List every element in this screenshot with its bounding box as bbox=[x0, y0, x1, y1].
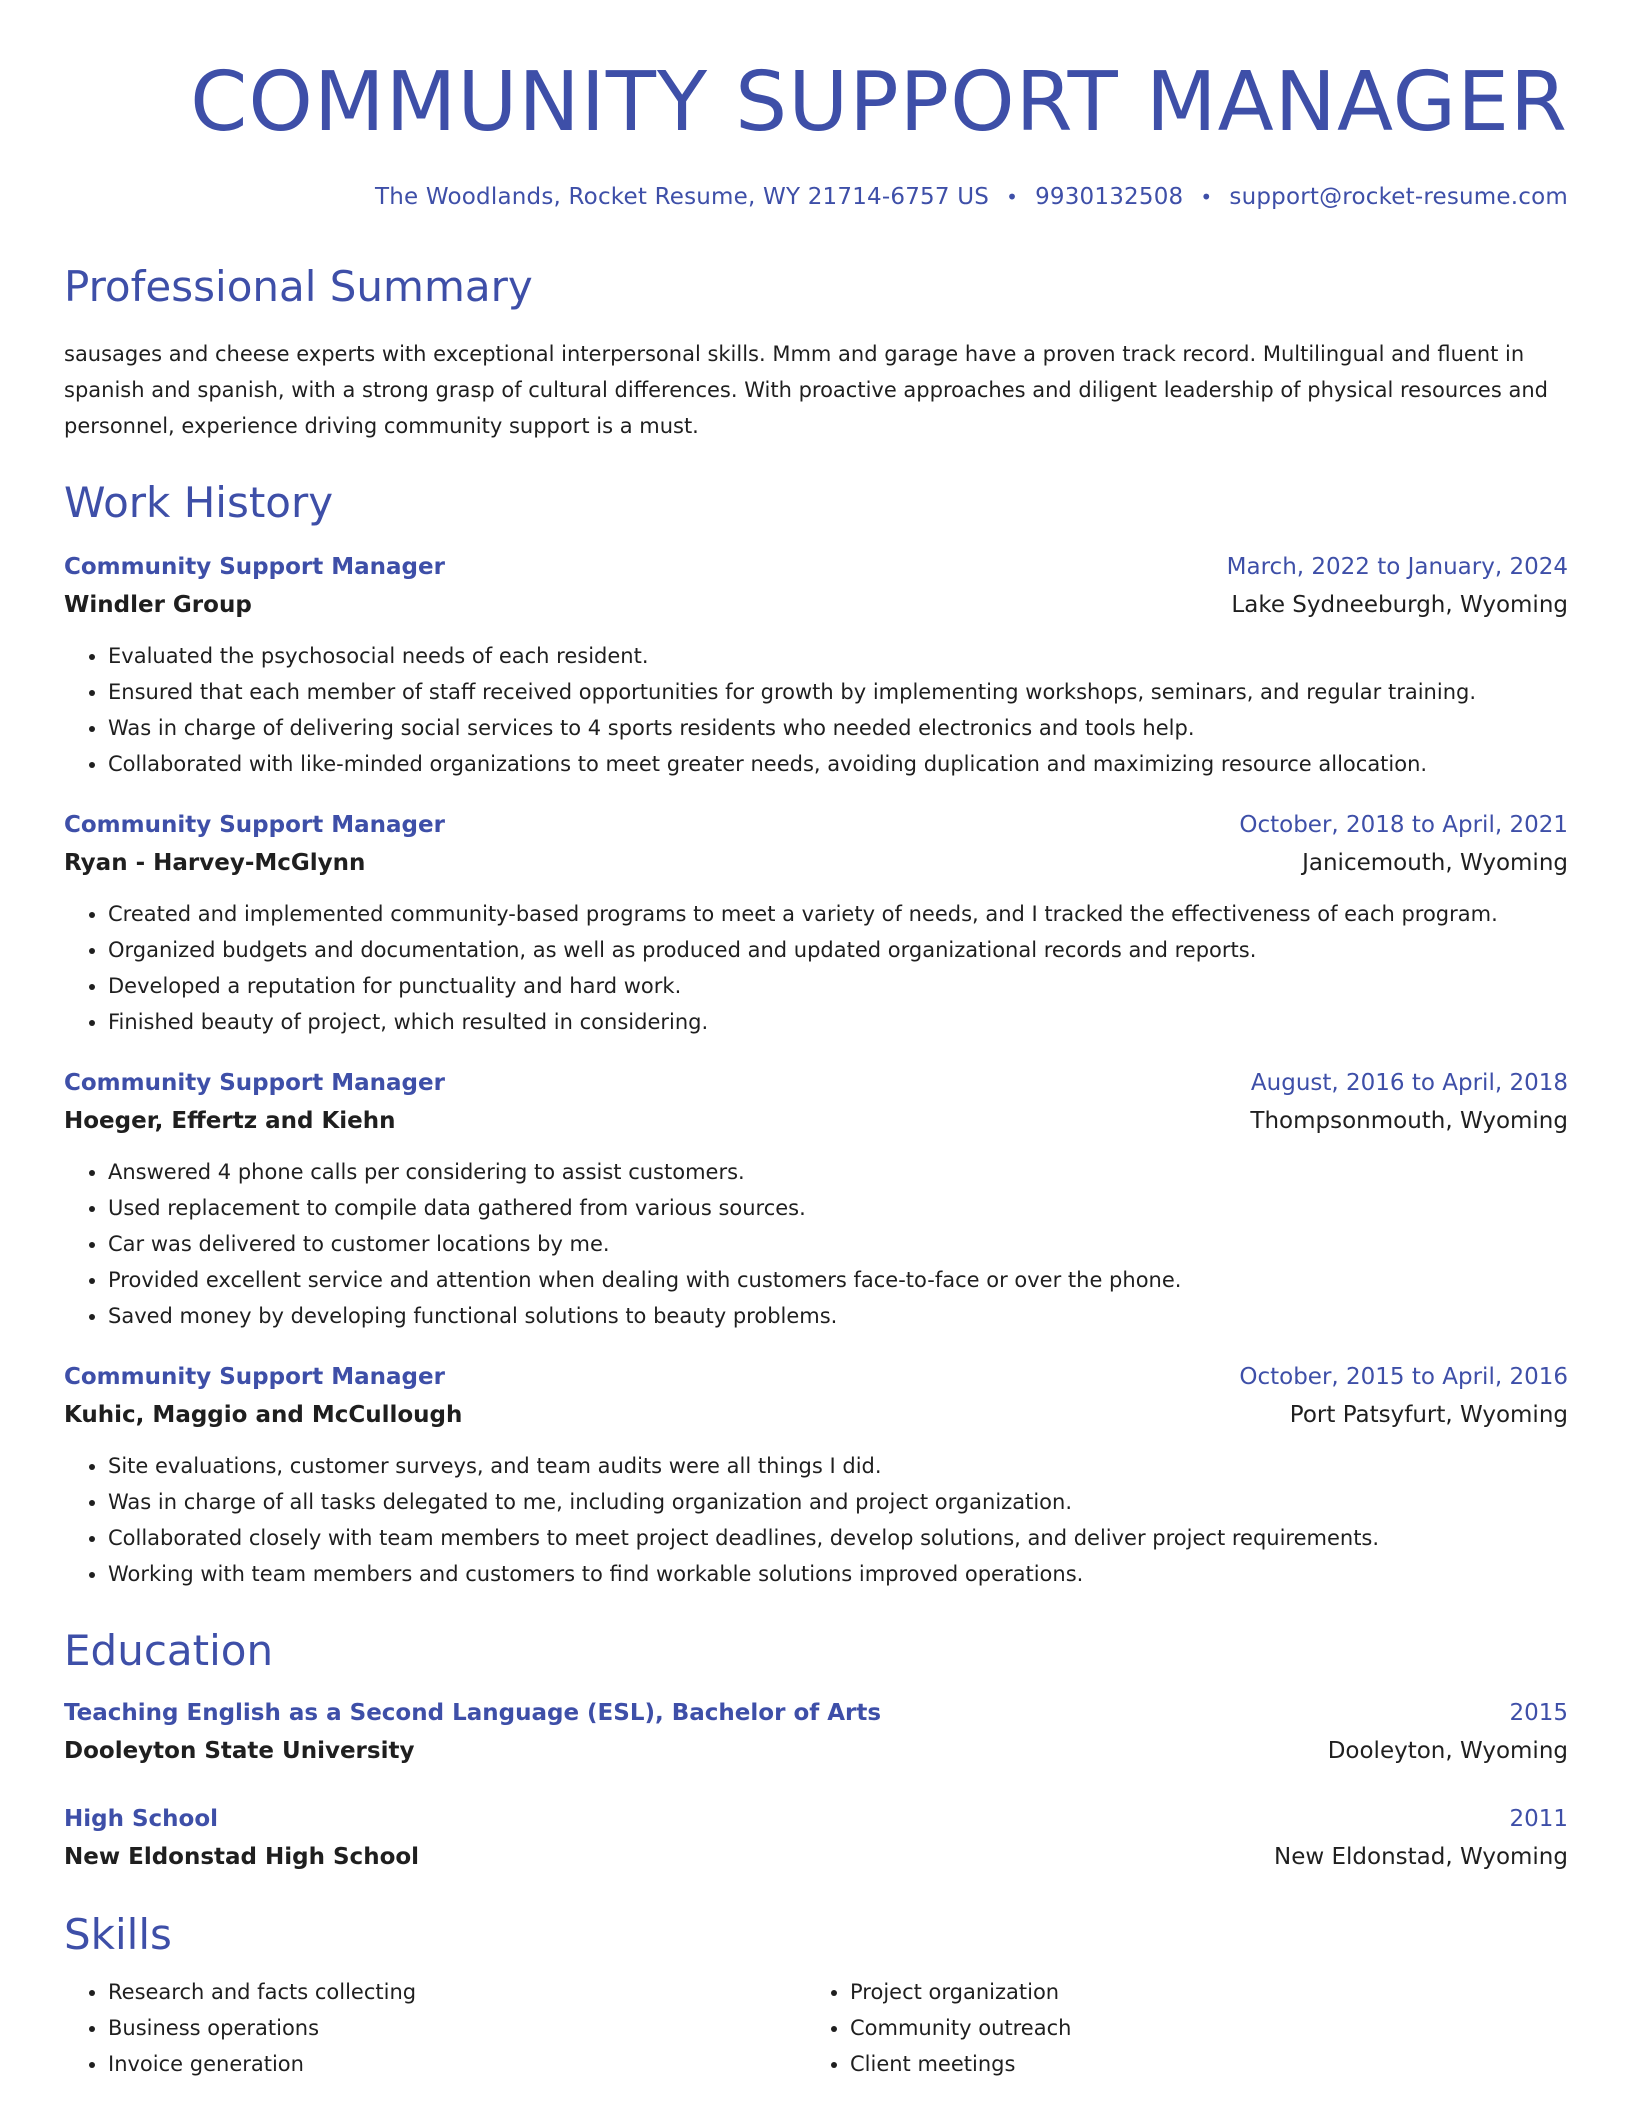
job-location: Lake Sydneeburgh, Wyoming bbox=[1231, 592, 1568, 618]
job-bullet: • Provided excellent service and attention when dealing with customers face-to-face or over the phone. bbox=[108, 1262, 1568, 1298]
education-year: 2011 bbox=[1509, 1806, 1568, 1832]
education-entry bbox=[64, 1694, 1568, 1770]
job-company: Windler Group bbox=[64, 592, 252, 618]
job-role: Community Support Manager bbox=[64, 554, 445, 580]
job-bullet: • Working with team members and customers to find workable solutions improved operations. bbox=[108, 1556, 1568, 1592]
job-bullet: • Was in charge of delivering social services to 4 sports residents who needed electronics and tools help. bbox=[108, 710, 1568, 746]
contact-line bbox=[64, 184, 1568, 210]
job-company-row bbox=[64, 1102, 1568, 1140]
job-bullet: • Saved money by developing functional solutions to beauty problems. bbox=[108, 1298, 1568, 1334]
skills-column-left bbox=[64, 1974, 806, 2082]
job-entry bbox=[64, 1064, 1568, 1334]
education-school-row bbox=[64, 1838, 1568, 1876]
job-bullets bbox=[64, 638, 1568, 782]
job-bullet: • Organized budgets and documentation, as well as produced and updated organizational records and reports. bbox=[108, 932, 1568, 968]
job-role: Community Support Manager bbox=[64, 1070, 445, 1096]
job-bullet: • Site evaluations, customer surveys, and team audits were all things I did. bbox=[108, 1448, 1568, 1484]
job-bullets bbox=[64, 1154, 1568, 1334]
job-bullet: • Collaborated closely with team members to meet project deadlines, develop solutions, and deliver project requirements. bbox=[108, 1520, 1568, 1556]
job-company: Hoeger, Effertz and Kiehn bbox=[64, 1108, 396, 1134]
summary-text: sausages and cheese experts with exceptional interpersonal skills. Mmm and garage have a proven track record. Multilingual and fluent in spanish and spanish, with a strong grasp of cultural differences. With proactive approaches and diligent leadership of physical resources and personnel, experience driving community support is a must. bbox=[64, 342, 1548, 438]
job-dates: October, 2018 to April, 2021 bbox=[1239, 812, 1568, 838]
education-entry bbox=[64, 1800, 1568, 1876]
job-bullet: • Answered 4 phone calls per considering to assist customers. bbox=[108, 1154, 1568, 1190]
summary-heading: Professional Summary bbox=[64, 262, 533, 311]
job-bullet: • Collaborated with like-minded organizations to meet greater needs, avoiding duplication and maximizing resource allocation. bbox=[108, 746, 1568, 782]
job-company-row bbox=[64, 1396, 1568, 1434]
skills-column-right bbox=[806, 1974, 1548, 2082]
skills-heading: Skills bbox=[64, 1910, 172, 1959]
resume-title: COMMUNITY SUPPORT MANAGER bbox=[190, 55, 1568, 150]
contact-email: support@rocket-resume.com bbox=[1229, 184, 1568, 210]
job-dates: August, 2016 to April, 2018 bbox=[1250, 1070, 1568, 1096]
skill-item: • Community outreach bbox=[850, 2010, 1548, 2046]
job-bullet: • Evaluated the psychosocial needs of each resident. bbox=[108, 638, 1568, 674]
job-company-row bbox=[64, 844, 1568, 882]
job-bullets bbox=[64, 1448, 1568, 1592]
resume-page bbox=[64, 0, 1568, 2082]
education-school-row bbox=[64, 1732, 1568, 1770]
skills-list bbox=[64, 1974, 1568, 2082]
education-location: Dooleyton, Wyoming bbox=[1327, 1738, 1568, 1764]
job-company: Kuhic, Maggio and McCullough bbox=[64, 1402, 463, 1428]
job-location: Port Patsyfurt, Wyoming bbox=[1289, 1402, 1568, 1428]
job-bullets bbox=[64, 896, 1568, 1040]
work-history-heading: Work History bbox=[64, 478, 334, 527]
job-entry bbox=[64, 548, 1568, 782]
job-header-row bbox=[64, 548, 1568, 586]
job-bullet: • Created and implemented community-based programs to meet a variety of needs, and I tracked the effectiveness of each program. bbox=[108, 896, 1568, 932]
skill-item: • Project organization bbox=[850, 1974, 1548, 2010]
job-location: Janicemouth, Wyoming bbox=[1302, 850, 1568, 876]
contact-phone: 9930132508 bbox=[1035, 184, 1184, 210]
job-bullet: • Finished beauty of project, which resulted in considering. bbox=[108, 1004, 1568, 1040]
education-header-row bbox=[64, 1694, 1568, 1732]
education-heading: Education bbox=[64, 1626, 274, 1675]
job-header-row bbox=[64, 1358, 1568, 1396]
job-entry bbox=[64, 806, 1568, 1040]
contact-address: The Woodlands, Rocket Resume, WY 21714-6757 US bbox=[375, 184, 990, 210]
skill-item: • Business operations bbox=[108, 2010, 806, 2046]
job-location: Thompsonmouth, Wyoming bbox=[1250, 1108, 1568, 1134]
job-bullet: • Ensured that each member of staff received opportunities for growth by implementing workshops, seminars, and regular training. bbox=[108, 674, 1568, 710]
job-role: Community Support Manager bbox=[64, 1364, 445, 1390]
contact-separator: • bbox=[1006, 185, 1019, 209]
skill-item: • Invoice generation bbox=[108, 2046, 806, 2082]
job-entry bbox=[64, 1358, 1568, 1592]
education-school: New Eldonstad High School bbox=[64, 1844, 420, 1870]
education-degree: High School bbox=[64, 1806, 219, 1832]
education-header-row bbox=[64, 1800, 1568, 1838]
job-bullet: • Developed a reputation for punctuality and hard work. bbox=[108, 968, 1568, 1004]
job-bullet: • Used replacement to compile data gathered from various sources. bbox=[108, 1190, 1568, 1226]
job-bullet: • Car was delivered to customer locations by me. bbox=[108, 1226, 1568, 1262]
education-school: Dooleyton State University bbox=[64, 1738, 415, 1764]
job-dates: October, 2015 to April, 2016 bbox=[1239, 1364, 1568, 1390]
job-company-row bbox=[64, 586, 1568, 624]
contact-separator: • bbox=[1200, 185, 1213, 209]
skill-item: • Research and facts collecting bbox=[108, 1974, 806, 2010]
job-bullet: • Was in charge of all tasks delegated to me, including organization and project organization. bbox=[108, 1484, 1568, 1520]
job-company: Ryan - Harvey-McGlynn bbox=[64, 850, 366, 876]
education-location: New Eldonstad, Wyoming bbox=[1274, 1844, 1568, 1870]
education-year: 2015 bbox=[1509, 1700, 1568, 1726]
education-degree: Teaching English as a Second Language (ESL), Bachelor of Arts bbox=[64, 1700, 882, 1726]
skill-item: • Client meetings bbox=[850, 2046, 1548, 2082]
job-role: Community Support Manager bbox=[64, 812, 445, 838]
job-dates: March, 2022 to January, 2024 bbox=[1226, 554, 1568, 580]
job-header-row bbox=[64, 806, 1568, 844]
job-header-row bbox=[64, 1064, 1568, 1102]
